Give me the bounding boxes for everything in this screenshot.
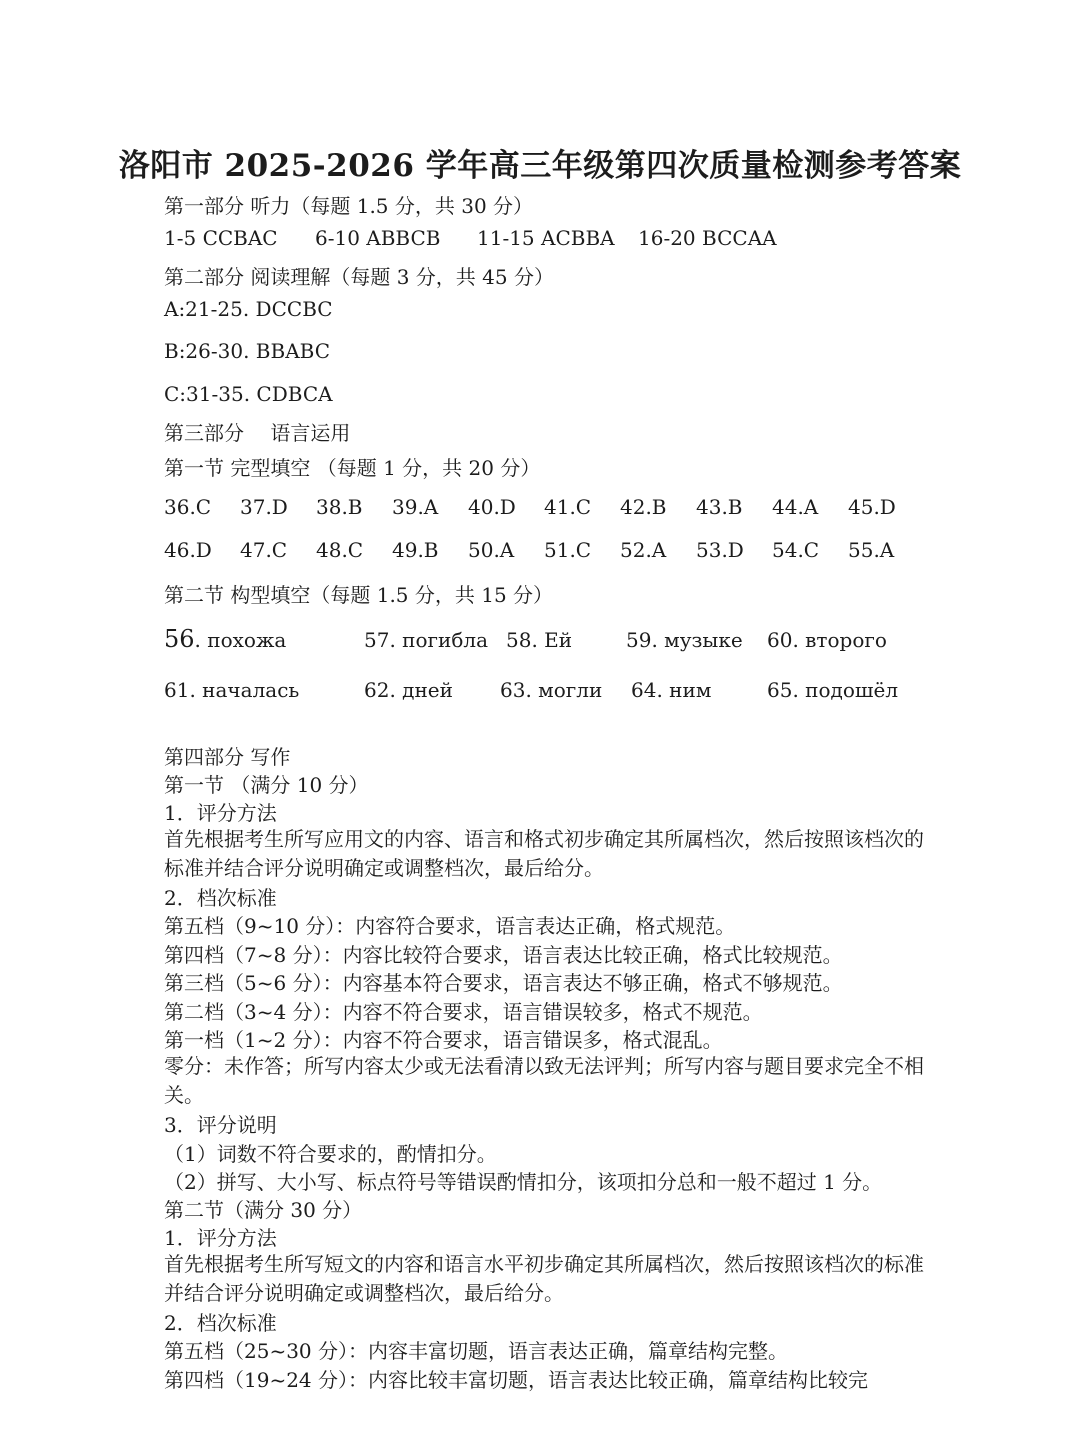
cloze-answer: 38.B bbox=[316, 495, 363, 519]
cloze-answer: 37.D bbox=[240, 495, 288, 519]
word-form-answer: 63. могли bbox=[500, 678, 603, 702]
cloze-answer: 55.A bbox=[848, 538, 895, 562]
s1-note-1: （1）词数不符合要求的，酌情扣分。 bbox=[164, 1142, 497, 1166]
word-form-answer: 60. второго bbox=[767, 628, 887, 652]
cloze-answer: 47.C bbox=[240, 538, 288, 562]
word-form-answer: 61. началась bbox=[164, 678, 300, 702]
cloze-answer: 41.C bbox=[544, 495, 592, 519]
part4-section1-heading: 第一节 （满分 10 分） bbox=[164, 773, 369, 797]
s1-level-1: 第一档（1~2 分）：内容不符合要求，语言错误多，格式混乱。 bbox=[164, 1028, 723, 1052]
part3-section2-heading: 第二节 构型填空（每题 1.5 分，共 15 分） bbox=[164, 583, 554, 607]
word-form-answer: 64. ним bbox=[631, 678, 712, 702]
part1-answer-2: 6-10 ABBCB bbox=[315, 226, 441, 250]
cloze-answer: 52.A bbox=[620, 538, 667, 562]
s2-method-title: 1．评分方法 bbox=[164, 1226, 277, 1250]
s1-zero-score: 零分：未作答；所写内容太少或无法看清以致无法评判；所写内容与题目要求完全不相关。 bbox=[164, 1054, 924, 1107]
part1-answer-1: 1-5 CCBAC bbox=[164, 226, 278, 250]
part4-heading: 第四部分 写作 bbox=[164, 745, 291, 769]
part1-heading: 第一部分 听力（每题 1.5 分，共 30 分） bbox=[164, 194, 534, 218]
word-form-answer-word: . похожа bbox=[194, 628, 287, 652]
s1-notes-title: 3．评分说明 bbox=[164, 1113, 277, 1137]
word-form-answer bbox=[164, 625, 286, 653]
s1-level-3: 第三档（5~6 分）：内容基本符合要求，语言表达不够正确，格式不够规范。 bbox=[164, 971, 843, 995]
s2-level-4: 第四档（19~24 分）：内容比较丰富切题，语言表达比较正确，篇章结构比较完 bbox=[164, 1368, 869, 1392]
cloze-answer: 45.D bbox=[848, 495, 896, 519]
cloze-answer: 46.D bbox=[164, 538, 212, 562]
part2-heading: 第二部分 阅读理解（每题 3 分，共 45 分） bbox=[164, 265, 554, 289]
part2-answer-a: A:21-25. DCCBC bbox=[164, 297, 333, 321]
cloze-answer: 42.B bbox=[620, 495, 667, 519]
cloze-answer: 40.D bbox=[468, 495, 516, 519]
cloze-answer: 53.D bbox=[696, 538, 744, 562]
s1-note-2: （2）拼写、大小写、标点符号等错误酌情扣分，该项扣分总和一般不超过 1 分。 bbox=[164, 1170, 883, 1194]
part3-heading: 第三部分 语言运用 bbox=[164, 421, 351, 445]
cloze-answer: 43.B bbox=[696, 495, 743, 519]
part1-answer-3: 11-15 ACBBA bbox=[477, 226, 615, 250]
part2-answer-b: B:26-30. BBABC bbox=[164, 339, 331, 363]
cloze-answer: 54.C bbox=[772, 538, 820, 562]
cloze-answer: 49.B bbox=[392, 538, 439, 562]
part2-answer-c: C:31-35. CDBCA bbox=[164, 382, 333, 406]
s1-levels-title: 2．档次标准 bbox=[164, 886, 277, 910]
cloze-answer: 51.C bbox=[544, 538, 592, 562]
part1-answer-4: 16-20 BCCAA bbox=[638, 226, 777, 250]
cloze-answer: 48.C bbox=[316, 538, 364, 562]
cloze-answer: 39.A bbox=[392, 495, 439, 519]
cloze-answer: 44.A bbox=[772, 495, 819, 519]
s1-level-2: 第二档（3~4 分）：内容不符合要求，语言错误较多，格式不规范。 bbox=[164, 1000, 763, 1024]
word-form-answer: 57. погибла bbox=[364, 628, 489, 652]
cloze-answer: 36.C bbox=[164, 495, 212, 519]
word-form-answer: 62. дней bbox=[364, 678, 453, 702]
s1-level-4: 第四档（7~8 分）：内容比较符合要求，语言表达比较正确，格式比较规范。 bbox=[164, 943, 843, 967]
word-form-answer: 65. подошёл bbox=[767, 678, 899, 702]
s2-levels-title: 2．档次标准 bbox=[164, 1311, 277, 1335]
s1-method-text: 首先根据考生所写应用文的内容、语言和格式初步确定其所属档次，然后按照该档次的标准并结合评分说明确定或调整档次，最后给分。 bbox=[164, 827, 924, 880]
word-form-answer: 59. музыке bbox=[626, 628, 743, 652]
document-title: 洛阳市 2025-2026 学年高三年级第四次质量检测参考答案 bbox=[118, 148, 962, 184]
cloze-answer: 50.A bbox=[468, 538, 515, 562]
word-form-answer-number: 56 bbox=[164, 625, 195, 653]
s2-method-text: 首先根据考生所写短文的内容和语言水平初步确定其所属档次，然后按照该档次的标准并结合评分说明确定或调整档次，最后给分。 bbox=[164, 1252, 924, 1305]
s1-method-title: 1．评分方法 bbox=[164, 801, 277, 825]
part4-section2-heading: 第二节（满分 30 分） bbox=[164, 1198, 363, 1222]
word-form-answer: 58. Ей bbox=[506, 628, 573, 652]
part3-section1-heading: 第一节 完型填空 （每题 1 分，共 20 分） bbox=[164, 456, 541, 480]
s2-level-5: 第五档（25~30 分）：内容丰富切题，语言表达正确，篇章结构完整。 bbox=[164, 1339, 789, 1363]
s1-level-5: 第五档（9~10 分）：内容符合要求，语言表达正确，格式规范。 bbox=[164, 914, 736, 938]
